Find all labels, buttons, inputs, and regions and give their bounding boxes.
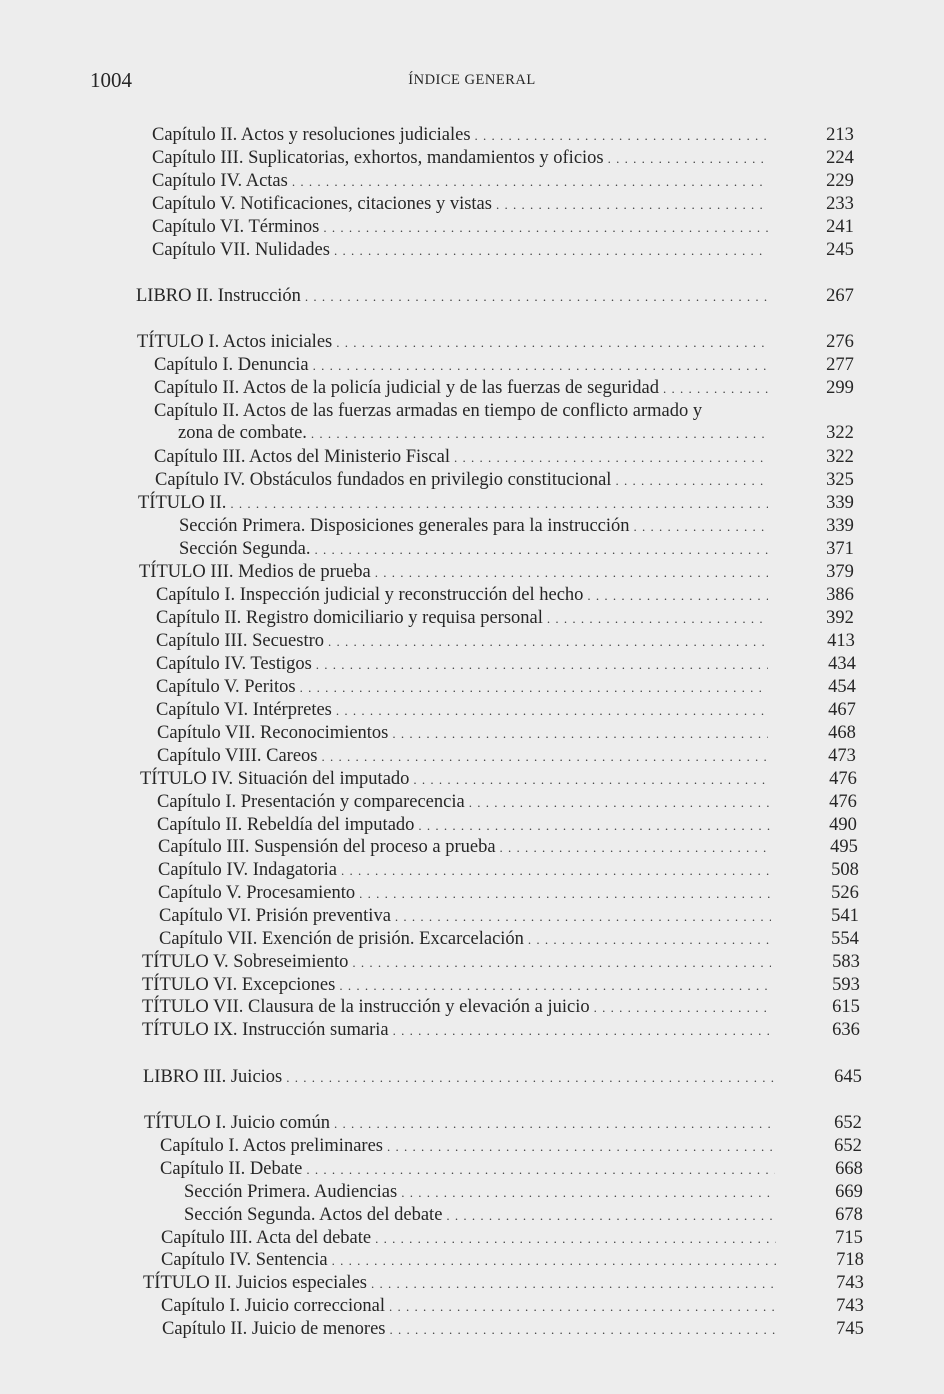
dot-leader <box>305 286 768 308</box>
toc-entry-label: Capítulo II. Registro domiciliario y requisa personal <box>156 608 543 628</box>
toc-entry <box>152 124 854 147</box>
toc-entry-label: Capítulo II. Juicio de menores <box>162 1319 386 1339</box>
dot-leader <box>336 332 768 354</box>
toc-entry-page: 454 <box>828 677 856 697</box>
toc-entry-label: Capítulo V. Notificaciones, citaciones y vistas <box>152 194 492 214</box>
toc-entry-page: 495 <box>830 837 858 857</box>
dot-leader <box>418 815 770 837</box>
toc-entry <box>152 239 854 262</box>
toc-entry-label: Capítulo I. Inspección judicial y reconstrucción del hecho <box>156 585 584 605</box>
dot-leader <box>375 562 768 584</box>
toc-entry-label: Sección Primera. Disposiciones generales para la instrucción <box>179 516 630 536</box>
toc-entry-page: 267 <box>826 286 854 306</box>
toc-entry <box>142 974 860 997</box>
toc-entry-label: TÍTULO V. Sobreseimiento <box>142 952 349 972</box>
dot-leader <box>339 975 772 997</box>
toc-entry-label: Capítulo I. Juicio correccional <box>161 1296 385 1316</box>
dot-leader <box>608 148 768 170</box>
toc-entry <box>160 1135 862 1158</box>
page-number: 1004 <box>90 68 132 92</box>
toc-entry-page: 678 <box>835 1205 863 1225</box>
toc-entry <box>138 492 854 515</box>
toc-entry-label: Sección Segunda. <box>179 539 311 559</box>
toc-entry-page: 652 <box>834 1113 862 1133</box>
toc-entry-page: 541 <box>831 906 859 926</box>
toc-entry-label: TÍTULO II. <box>138 493 227 513</box>
toc-entry-label: TÍTULO I. Juicio común <box>144 1113 330 1133</box>
toc-entry-page: 593 <box>832 975 860 995</box>
toc-entry-page: 276 <box>826 332 854 352</box>
toc-entry-page: 473 <box>828 746 856 766</box>
dot-leader <box>375 1228 776 1250</box>
dot-leader <box>392 723 768 745</box>
dot-leader <box>300 677 768 699</box>
toc-entry-page: 468 <box>828 723 856 743</box>
toc-entry <box>161 1227 863 1250</box>
toc-entry-page: 636 <box>832 1020 860 1040</box>
toc-entry-label: LIBRO III. Juicios <box>143 1067 283 1087</box>
toc-entry <box>156 699 856 722</box>
dot-leader <box>393 1020 773 1042</box>
toc-entry <box>143 1272 864 1295</box>
toc-entry-page: 386 <box>826 585 854 605</box>
toc-entry <box>162 1318 864 1341</box>
toc-entry-label: Capítulo VII. Reconocimientos <box>157 723 389 743</box>
toc-entry-page: 233 <box>826 194 854 214</box>
toc-entry <box>142 951 860 974</box>
toc-entry <box>160 1158 863 1181</box>
dot-leader <box>306 1159 775 1181</box>
toc-entry-page: 645 <box>834 1067 862 1087</box>
dot-leader <box>390 1319 778 1341</box>
toc-entry <box>152 147 854 170</box>
toc-entry <box>179 538 854 561</box>
toc-entry <box>139 561 854 584</box>
dot-leader <box>328 631 768 653</box>
toc-entry-page: 213 <box>826 125 854 145</box>
toc-entry-label: Capítulo III. Acta del debate <box>161 1228 372 1248</box>
dot-leader <box>336 700 768 722</box>
toc-entry-label: Capítulo IV. Obstáculos fundados en privilegio constitucional <box>155 470 612 490</box>
dot-leader <box>594 997 772 1019</box>
toc-entry <box>142 1019 860 1042</box>
toc-entry-page: 322 <box>826 423 854 443</box>
toc-entry <box>140 768 857 791</box>
dot-leader <box>313 355 768 377</box>
dot-leader <box>286 1067 774 1089</box>
dot-leader <box>663 378 768 400</box>
toc-entry-label: Capítulo VI. Términos <box>152 217 320 237</box>
toc-entry-page: 615 <box>832 997 860 1017</box>
toc-entry <box>156 584 854 607</box>
toc-entry-label: LIBRO II. Instrucción <box>136 286 301 306</box>
toc-entry-page: 467 <box>828 700 856 720</box>
dot-leader <box>332 1250 776 1272</box>
dot-leader <box>292 171 768 193</box>
toc-entry-label: Capítulo II. Actos y resoluciones judiciales <box>152 125 471 145</box>
toc-entry <box>184 1204 863 1227</box>
toc-entry-page: 583 <box>832 952 860 972</box>
toc-entry <box>157 722 856 745</box>
toc-entry <box>157 745 856 768</box>
dot-leader <box>615 470 768 492</box>
toc-entry-label: Capítulo IV. Testigos <box>156 654 312 674</box>
toc-entry-label: Capítulo II. Actos de las fuerzas armadas en tiempo de conflicto armado y <box>154 401 703 421</box>
dot-leader <box>500 837 771 859</box>
toc-entry <box>158 882 859 905</box>
toc-entry-label: TÍTULO VI. Excepciones <box>142 975 336 995</box>
dot-leader <box>334 240 768 262</box>
toc-entry <box>158 859 859 882</box>
toc-entry-page: 715 <box>835 1228 863 1248</box>
toc-entry-page: 224 <box>826 148 854 168</box>
dot-leader <box>413 769 770 791</box>
dot-leader <box>316 654 768 676</box>
toc-entry-page: 508 <box>831 860 859 880</box>
dot-leader <box>454 447 768 469</box>
toc-entry <box>143 1066 862 1089</box>
toc-entry-label: Capítulo VII. Exención de prisión. Excarcelación <box>159 929 524 949</box>
dot-leader <box>547 608 768 630</box>
toc-entry-page: 745 <box>836 1319 864 1339</box>
dot-leader <box>496 194 768 216</box>
dot-leader <box>634 516 768 538</box>
toc-entry-label: Capítulo I. Presentación y comparecencia <box>157 792 465 812</box>
toc-entry-label: Capítulo VI. Prisión preventiva <box>159 906 391 926</box>
dot-leader <box>587 585 768 607</box>
toc-entry-page: 371 <box>826 539 854 559</box>
toc-entry-page: 554 <box>831 929 859 949</box>
toc-entry-page: 476 <box>829 769 857 789</box>
toc-entry <box>144 1112 862 1135</box>
toc-entry-page: 299 <box>826 378 854 398</box>
toc-entry <box>157 791 857 814</box>
toc-entry-label: Capítulo V. Procesamiento <box>158 883 356 903</box>
toc-entry-page: 526 <box>831 883 859 903</box>
dot-leader <box>323 217 768 239</box>
toc-entry-label: Capítulo IV. Sentencia <box>161 1250 328 1270</box>
toc-entry-label: Capítulo VIII. Careos <box>157 746 318 766</box>
toc-entry-label: Capítulo IV. Actas <box>152 171 288 191</box>
toc-entry-label: Capítulo II. Actos de la policía judicial y de las fuerzas de seguridad <box>154 378 659 398</box>
running-head: ÍNDICE GENERAL <box>408 72 536 88</box>
toc-entry-page: 339 <box>826 493 854 513</box>
dot-leader <box>230 493 768 515</box>
toc-entry <box>136 285 854 308</box>
toc-entry-page: 652 <box>834 1136 862 1156</box>
dot-leader <box>387 1136 775 1158</box>
toc-entry-page: 322 <box>826 447 854 467</box>
toc-entry <box>154 354 854 377</box>
toc-entry-label: TÍTULO IV. Situación del imputado <box>140 769 410 789</box>
toc-entry-page: 718 <box>836 1250 864 1270</box>
dot-leader <box>315 539 768 561</box>
dot-leader <box>371 1273 776 1295</box>
toc-entry-label: Capítulo IV. Indagatoria <box>158 860 337 880</box>
toc-entry-label: Capítulo II. Debate <box>160 1159 303 1179</box>
toc-entry <box>156 676 856 699</box>
toc-entry-page: 743 <box>836 1296 864 1316</box>
toc-entry-label: TÍTULO III. Medios de prueba <box>139 562 371 582</box>
toc-entry-label: Capítulo III. Secuestro <box>156 631 324 651</box>
toc-entry-page: 379 <box>826 562 854 582</box>
toc-entry-label: Sección Primera. Audiencias <box>184 1182 398 1202</box>
toc-entry-label: Sección Segunda. Actos del debate <box>184 1205 443 1225</box>
toc-entry-page: 229 <box>826 171 854 191</box>
dot-leader <box>359 883 771 905</box>
toc-entry-page: 241 <box>826 217 854 237</box>
dot-leader <box>389 1296 776 1318</box>
toc-entry-label: Capítulo III. Actos del Ministerio Fiscal <box>154 447 450 467</box>
toc-entry <box>152 170 854 193</box>
dot-leader <box>321 746 768 768</box>
toc-entry-page: 668 <box>835 1159 863 1179</box>
toc-entry-label: Capítulo II. Rebeldía del imputado <box>157 815 415 835</box>
toc-entry-page: 325 <box>826 470 854 490</box>
toc-entry <box>161 1249 864 1272</box>
toc-entry-page: 245 <box>826 240 854 260</box>
toc-entry-label: Capítulo I. Actos preliminares <box>160 1136 383 1156</box>
toc-entry-label: Capítulo III. Suspensión del proceso a prueba <box>158 837 496 857</box>
toc-entry <box>156 653 856 676</box>
toc-entry <box>179 515 854 538</box>
dot-leader <box>401 1182 775 1204</box>
toc-entry <box>152 216 854 239</box>
toc-entry <box>157 814 857 837</box>
dot-leader <box>475 125 768 147</box>
dot-leader <box>446 1205 775 1227</box>
toc-entry <box>137 331 854 354</box>
toc-entry-label: Capítulo III. Suplicatorias, exhortos, mandamientos y oficios <box>152 148 604 168</box>
toc-entry-page: 490 <box>829 815 857 835</box>
toc-entry-label: TÍTULO II. Juicios especiales <box>143 1273 367 1293</box>
dot-leader <box>469 792 770 814</box>
toc-entry-label: zona de combate. <box>178 423 307 443</box>
toc-entry-page: 669 <box>835 1182 863 1202</box>
toc-entry <box>159 905 859 928</box>
dot-leader <box>311 423 768 445</box>
toc-entry <box>152 193 854 216</box>
toc-entry <box>156 607 854 630</box>
toc-entry-page: 434 <box>828 654 856 674</box>
toc-entry <box>156 630 855 653</box>
toc-entry-page: 339 <box>826 516 854 536</box>
toc-entry-label: Capítulo VII. Nulidades <box>152 240 330 260</box>
toc-entry-label: Capítulo V. Peritos <box>156 677 296 697</box>
toc-entry <box>184 1181 863 1204</box>
dot-leader <box>395 906 771 928</box>
dot-leader <box>352 952 771 974</box>
toc-entry-label: TÍTULO IX. Instrucción sumaria <box>142 1020 389 1040</box>
toc-entry <box>159 928 859 951</box>
toc-entry-label: Capítulo VI. Intérpretes <box>156 700 332 720</box>
toc-entry <box>158 836 858 859</box>
toc-entry <box>178 422 854 445</box>
toc-entry-page: 413 <box>827 631 855 651</box>
toc-entry-page: 743 <box>836 1273 864 1293</box>
toc-entry <box>154 377 854 400</box>
toc-entry <box>154 446 854 469</box>
toc-entry-page: 277 <box>826 355 854 375</box>
dot-leader <box>341 860 771 882</box>
toc-entry-label: TÍTULO VII. Clausura de la instrucción y elevación a juicio <box>142 997 590 1017</box>
toc-entry-page: 392 <box>826 608 854 628</box>
dot-leader <box>334 1113 775 1135</box>
toc-entry-label: Capítulo I. Denuncia <box>154 355 309 375</box>
toc-entry <box>161 1295 864 1318</box>
dot-leader <box>528 929 771 951</box>
toc-entry-page: 476 <box>829 792 857 812</box>
toc-entry <box>142 996 860 1019</box>
toc-entry <box>155 469 854 492</box>
toc-entry-label: TÍTULO I. Actos iniciales <box>137 332 333 352</box>
toc-entry <box>154 400 772 422</box>
